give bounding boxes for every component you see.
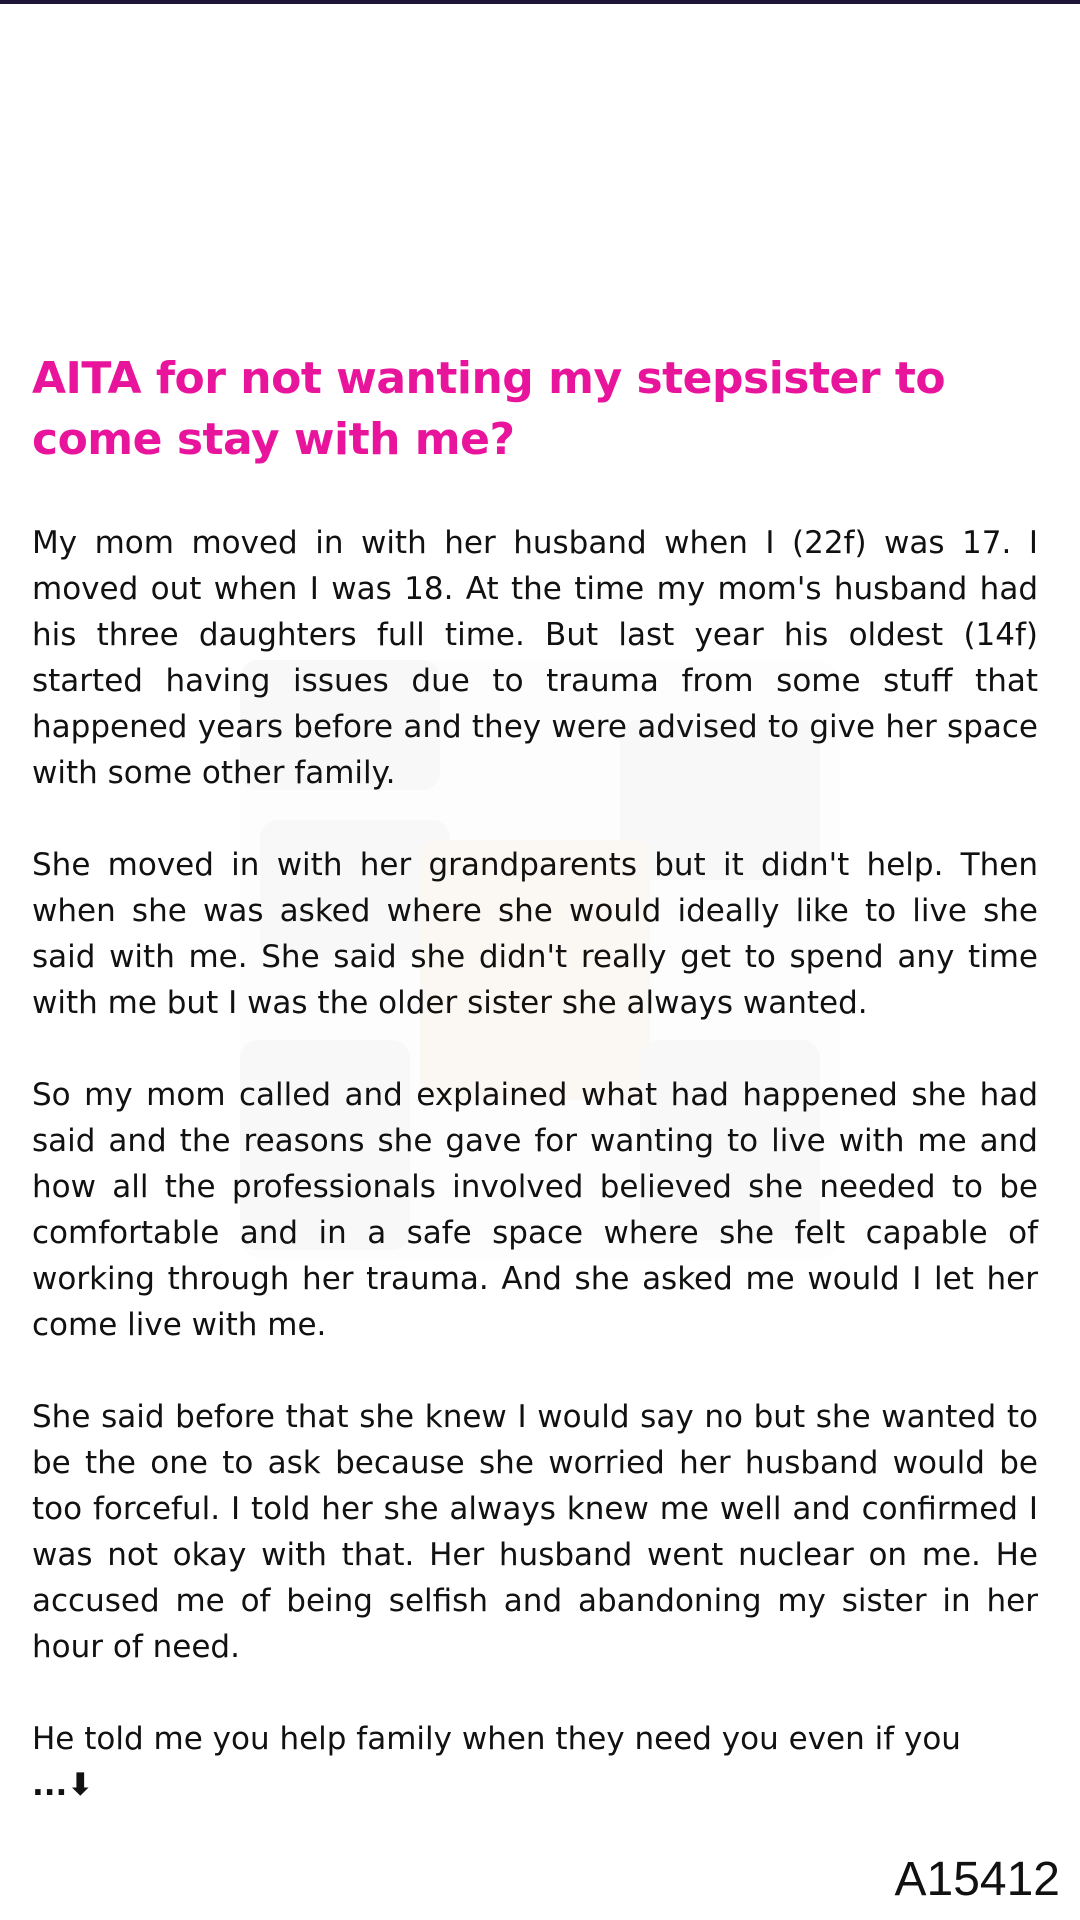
post-title: AITA for not wanting my stepsister to come stay with me? — [32, 353, 946, 465]
post-paragraph: My mom moved in with her husband when I (22f) was 17. I moved out when I was 18. At the time my mom's husband had his three daughters full time. But last year his oldest (14f) started having issues due to trauma from some stuff that happened years before and they were advised to give her space with some other family. — [32, 525, 1038, 791]
post-paragraph: He told me you help family when they need you even if you — [32, 1721, 961, 1757]
post-body — [32, 520, 1038, 1808]
post-content — [32, 348, 1038, 1808]
post-code: A15412 — [894, 1853, 1060, 1906]
post-paragraph: She moved in with her grandparents but it didn't help. Then when she was asked where she would ideally like to live she said with me. She said she didn't really get to spend any time with me but I was the older sister she always wanted. — [32, 847, 1038, 1021]
read-more-indicator: ...⬇ — [32, 1767, 94, 1803]
post-paragraph: So my mom called and explained what had happened she had said and the reasons she gave for wanting to live with me and how all the professionals involved believed she needed to be comfortable and in a safe space where she felt capable of working through her trauma. And she asked me would I let her come live with me. — [32, 1077, 1038, 1343]
post-paragraph: She said before that she knew I would say no but she wanted to be the one to ask because she worried her husband would be too forceful. I told her she always knew me well and confirmed I was not okay with that. Her husband went nuclear on me. He accused me of being selfish and abandoning my sister in her hour of need. — [32, 1399, 1038, 1665]
top-bar — [0, 0, 1080, 4]
